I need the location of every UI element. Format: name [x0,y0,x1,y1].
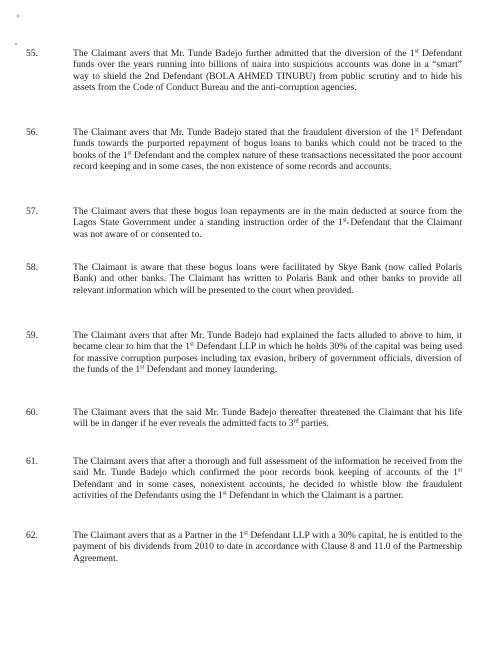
text-run: Defendant and money laundering. [144,363,278,375]
paragraph-text [73,407,462,430]
paragraph-number: 62. [26,530,38,541]
ordinal-superscript: st [414,48,419,55]
ordinal-superscript: st [457,467,462,474]
text-run: The Claimant avers that the said Mr. Tunde Badejo thereafter threatened the Claimant that his life will be in danger if he ever reveals the admitted facts to 3 [73,407,462,430]
text-run: The Claimant avers that Mr. Tunde Badejo further admitted that the diversion of the 1 [73,48,415,59]
paragraph-text [73,206,462,240]
paragraph-number: 56. [26,127,38,138]
ordinal-superscript: st [222,490,227,497]
text-run: Defendant LLP in which he holds 30% of the capital was being used for massive corruption purposes including tax evasion, bribery of government officials, diversion of the funds of the 1 [73,341,462,375]
paragraph-number: 57. [26,206,38,217]
paragraph-number: 55. [26,48,38,59]
ordinal-superscript: st [140,364,145,371]
text-run: Defendant and in some cases, nonexistent accounts, he decided to whistle blow the fraudulent activities of the Defendants using the 1 [73,478,462,501]
paragraph-text [73,48,462,93]
paragraph-text [73,330,462,375]
paragraph-number: 61. [26,456,38,467]
ordinal-superscript: rd [293,418,299,425]
ordinal-superscript: st [243,530,248,537]
ordinal-superscript: st [127,150,132,157]
paragraph-text [73,127,462,172]
paragraph-number: 58. [26,262,38,273]
ordinal-superscript: st [414,127,419,134]
ordinal-superscript: st [342,217,347,224]
text-run: The Claimant avers that these bogus loan repayments are in the main deducted at source from the Lagos State Government under a standing instruction order of the 1 [73,206,462,229]
text-run: The Claimant avers that as a Partner in the 1 [73,530,244,541]
text-run: Defendant funds over the years running into billions of naira into suspicious accounts was done in a “smart” way to shield the 2nd Defendant (BOLA AHMED TINUBU) from public scrutiny and to hide his assets from the Code of Conduct Bureau and the anti-corruption agencies. [73,48,462,93]
text-run: Defendant in which the Claimant is a partner. [226,489,404,501]
scan-speck [15,43,17,45]
paragraph-number: 59. [26,330,38,341]
text-run: Defendant that the Claimant was not aware of or consented to. [73,217,463,240]
paragraph-number: 60. [26,407,38,418]
text-run: The Claimant avers that after a thorough and full assessment of the information he received from the said Mr. Tunde Badejo which confirmed the poor records book keeping of accounts of the 1 [73,456,462,479]
paragraph-text [73,262,462,296]
text-run: Defendant LLP with a 30% capital, he is entitled to the payment of his dividends from 2010 to date in accordance with Clause 8 and 11.0 of the Partnership Agreement. [73,530,463,564]
text-run: The Claimant is aware that these bogus loans were facilitated by Skye Bank (now called Polaris Bank) and other banks. The Claimant has written to Polaris Bank and other banks to provide all relevant information which will be presented to the court when provided. [73,262,462,296]
text-run: The Claimant avers that after Mr. Tunde Badejo had explained the facts alluded to above to him, it became clear to him that the 1 [73,330,462,353]
paragraph-text [73,530,462,564]
ordinal-superscript: st [189,341,194,348]
text-run: The Claimant avers that Mr. Tunde Badejo stated that the fraudulent diversion of the 1 [73,127,415,138]
paragraph-text [73,456,462,501]
text-run: Defendant funds towards the purported repayment of bogus loans to banks which could not be traced to the books of the 1 [73,127,462,161]
text-run: parties. [298,418,329,430]
text-run: Defendant and the complex nature of these transactions necessitated the poor account record keeping and in some cases, the non existence of some records and accounts. [73,149,462,172]
scan-speck [17,15,19,17]
